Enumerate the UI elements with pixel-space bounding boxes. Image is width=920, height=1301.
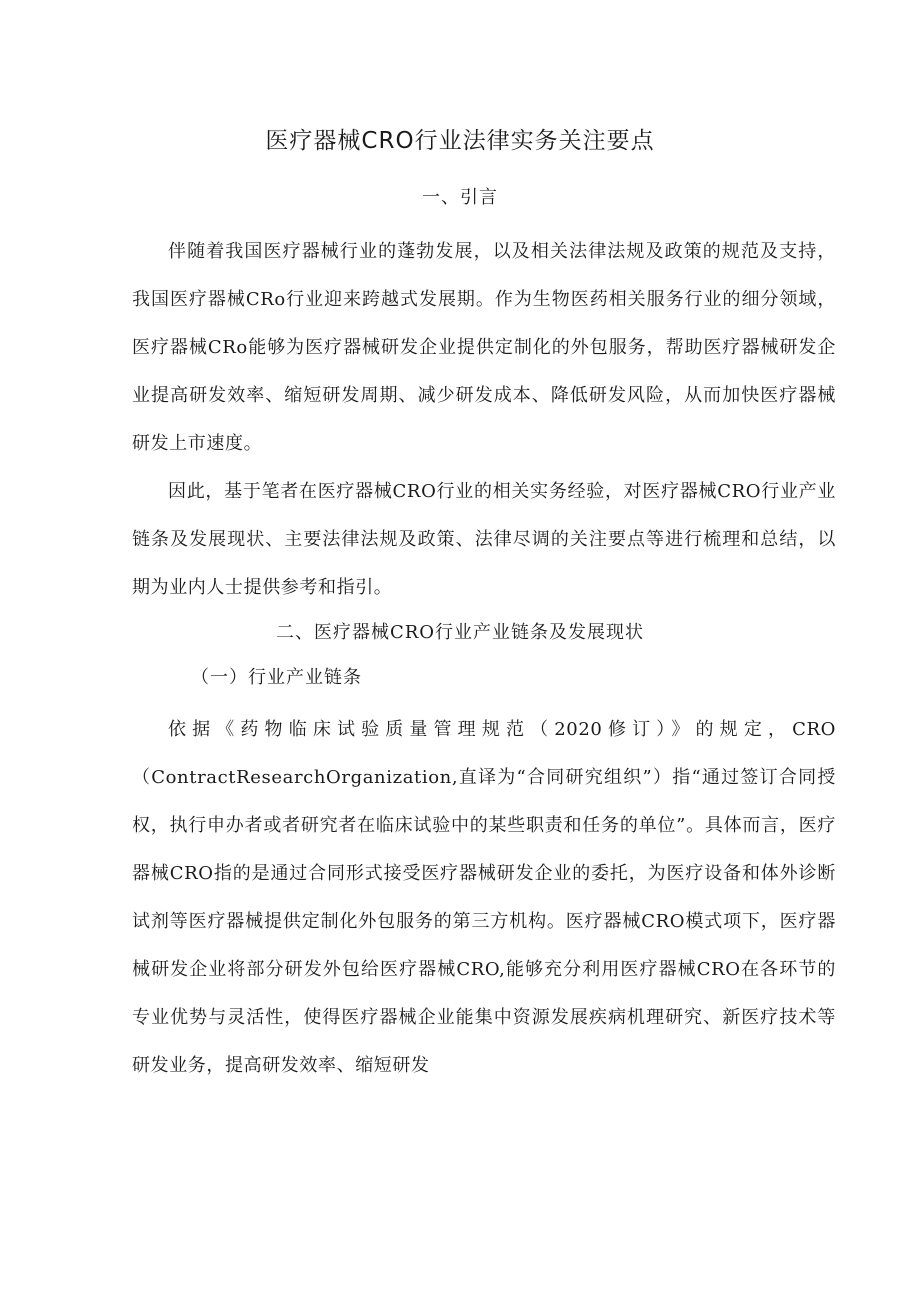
paragraph-introduction-1: 伴随着我国医疗器械行业的蓬勃发展，以及相关法律法规及政策的规范及支持，我国医疗器械CRo行业迎来跨越式发展期。作为生物医药相关服务行业的细分领域，医疗器械CRo能够为医疗器械研发企业提供定制化的外包服务，帮助医疗器械研发企业提高研发效率、缩短研发周期、减少研发成本、降低研发风险，从而加快医疗器械研发上市速度。: [132, 241, 836, 454]
section-heading-industry-chain: 二、医疗器械CRO行业产业链条及发展现状: [275, 622, 645, 643]
paragraph-introduction-2: 因此，基于笔者在医疗器械CRO行业的相关实务经验，对医疗器械CRO行业产业链条及发展现状、主要法律法规及政策、法律尽调的关注要点等进行梳理和总结，以期为业内人士提供参考和指引。: [132, 481, 836, 598]
document-title: 医疗器械CRO行业法律实务关注要点: [265, 128, 655, 154]
section-heading-introduction: 一、引言: [422, 187, 498, 208]
subsection-heading-industry-chain: （一）行业产业链条: [191, 667, 362, 688]
paragraph-industry-chain-1: 依据《药物临床试验质量管理规范（2020修订）》的规定，CRO（ContractResearchOrganization,直译为“合同研究组织”）指“通过签订合同授权，执行申办者或者研究者在临床试验中的某些职责和任务的单位”。具体而言，医疗器械CRO指的是通过合同形式接受医疗器械研发企业的委托，为医疗设备和体外诊断试剂等医疗器械提供定制化外包服务的第三方机构。医疗器械CRO模式项下，医疗器械研发企业将部分研发外包给医疗器械CRO,能够充分利用医疗器械CRO在各环节的专业优势与灵活性，使得医疗器械企业能集中资源发展疾病机理研究、新医疗技术等研发业务，提高研发效率、缩短研发: [132, 719, 836, 1076]
